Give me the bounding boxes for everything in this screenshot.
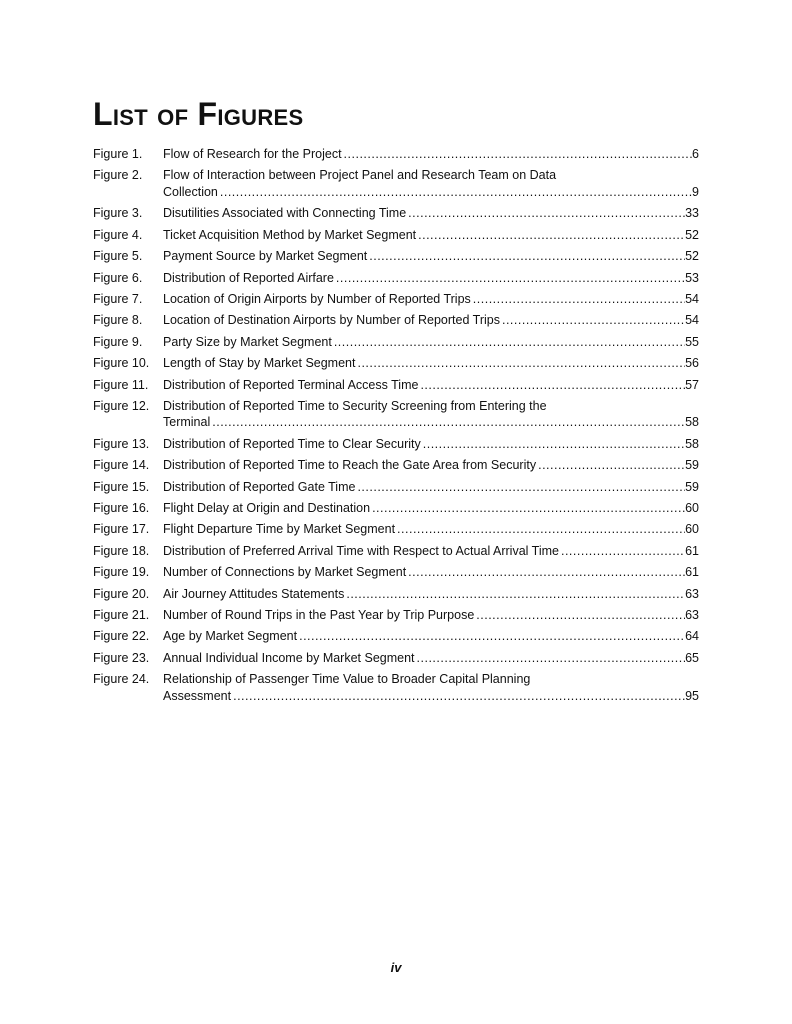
toc-entry[interactable] [93,650,699,667]
toc-entry[interactable] [93,270,699,287]
figure-page: 58 [685,415,699,430]
toc-entry[interactable] [93,334,699,351]
page-number: iv [390,960,402,975]
figure-page: 65 [685,650,699,665]
toc-entry[interactable] [93,436,699,453]
figure-label: Figure 7. [93,291,143,306]
toc-entry[interactable] [93,227,699,244]
dot-leader [415,650,686,667]
figure-label: Figure 6. [93,270,143,285]
figure-page: 59 [685,458,699,473]
figure-label: Figure 2. [93,168,143,183]
figure-label: Figure 21. [93,608,150,622]
figure-title: Distribution of Reported Terminal Access Time [163,377,419,392]
toc-entry-line [93,355,699,372]
figure-label: Figure 22. [93,629,150,644]
figure-page: 54 [685,313,699,328]
toc-entry-line [93,312,699,329]
figure-title: Number of Connections by Market Segment [163,565,407,580]
dot-leader [210,414,685,431]
figure-page: 61 [685,543,699,558]
figure-label: Figure 3. [93,206,143,221]
dot-leader [395,521,685,538]
figure-page: 6 [692,147,699,161]
figure-title: Distribution of Reported Time to Clear Security [163,436,421,451]
figure-page: 63 [685,586,699,601]
toc-entry-line [93,248,699,265]
figure-title: Ticket Acquisition Method by Market Segment [163,227,417,242]
dot-leader [367,248,685,265]
figure-label: Figure 24. [93,672,150,687]
figure-page: 54 [685,291,699,306]
figure-title: Payment Source by Market Segment [163,249,368,264]
figure-label: Figure 4. [93,227,143,242]
figure-page: 60 [685,501,699,516]
dot-leader [344,586,685,603]
figure-title: Air Journey Attitudes Statements [163,586,345,601]
figure-title: Flight Departure Time by Market Segment [163,522,396,537]
toc-entry-line [93,650,699,667]
figure-page: 60 [685,522,699,537]
toc-entry[interactable] [93,291,699,308]
toc-entry-line [93,377,699,394]
figure-label: Figure 18. [93,543,150,558]
figure-page: 57 [685,377,699,392]
figure-title: Age by Market Segment [163,629,298,644]
toc-entry[interactable] [93,671,699,704]
figure-title: Flow of Research for the Project [163,147,342,161]
figure-title: Disutilities Associated with Connecting Time [163,206,407,221]
list-of-figures [93,146,699,709]
figure-page: 9 [692,184,699,199]
toc-entry-line [93,521,699,538]
toc-entry-line [93,291,699,308]
toc-entry-first-line [93,167,699,184]
toc-entry-line [93,227,699,244]
figure-title: Relationship of Passenger Time Value to Broader Capital Planning [163,672,531,687]
figure-title: Location of Origin Airports by Number of Reported Trips [163,291,471,306]
figure-title: Distribution of Reported Airfare [163,270,334,285]
toc-entry[interactable] [93,564,699,581]
dot-leader [334,270,685,287]
figure-label: Figure 20. [93,586,150,601]
figure-title: Distribution of Reported Time to Reach the Gate Area from Security [163,458,537,473]
toc-entry[interactable] [93,521,699,538]
figure-page: 52 [685,249,699,264]
toc-entry-line [93,564,699,581]
dot-leader [297,628,685,645]
figure-title-continuation: Collection [163,184,218,199]
figure-label: Figure 1. [93,147,143,161]
dot-leader [536,457,685,474]
figure-page: 95 [685,688,699,703]
figure-label: Figure 17. [93,522,150,537]
figure-title: Flight Delay at Origin and Destination [163,501,371,516]
toc-entry-line [93,146,699,163]
toc-entry[interactable] [93,543,699,560]
figure-page: 52 [685,227,699,242]
dot-leader [231,688,685,705]
figure-title: Distribution of Preferred Arrival Time with Respect to Actual Arrival Time [163,543,559,558]
dot-leader [218,184,692,201]
dot-leader [355,479,685,496]
figure-page: 59 [685,479,699,494]
toc-entry-line [93,500,699,517]
dot-leader [406,205,685,222]
toc-entry[interactable] [93,146,699,163]
dot-leader [474,607,685,624]
figure-label: Figure 11. [93,377,149,392]
toc-entry-line [93,270,699,287]
dot-leader [500,312,685,329]
figure-page: 53 [685,270,699,285]
figure-label: Figure 16. [93,501,150,516]
toc-entry-first-line [93,671,699,688]
toc-entry-continuation [93,414,699,431]
figure-page: 64 [685,629,699,644]
toc-entry[interactable] [93,457,699,474]
toc-entry[interactable] [93,355,699,372]
dot-leader [406,564,685,581]
figure-label: Figure 12. [93,398,150,413]
toc-entry-continuation [93,184,699,201]
toc-entry-line [93,628,699,645]
dot-leader [342,146,693,163]
figure-label: Figure 8. [93,313,143,328]
toc-entry[interactable] [93,628,699,645]
figure-label: Figure 13. [93,436,150,451]
dot-leader [471,291,685,308]
toc-entry-line [93,334,699,351]
figure-title: Number of Round Trips in the Past Year by Trip Purpose [163,608,475,622]
figure-title-continuation: Terminal [163,415,211,430]
figure-label: Figure 14. [93,458,150,473]
figure-page: 33 [685,206,699,221]
dot-leader [559,543,685,560]
toc-entry-line [93,543,699,560]
figure-title: Flow of Interaction between Project Panel and Research Team on Data [163,168,557,183]
toc-entry[interactable] [93,500,699,517]
figure-page: 63 [685,608,699,622]
toc-entry[interactable] [93,205,699,222]
dot-leader [418,377,685,394]
toc-entry-line [93,436,699,453]
toc-entry-line [93,205,699,222]
figure-title: Location of Destination Airports by Number of Reported Trips [163,313,500,328]
toc-entry-line [93,586,699,603]
figure-label: Figure 15. [93,479,150,494]
figure-title: Annual Individual Income by Market Segment [163,650,415,665]
toc-entry-first-line [93,398,699,415]
figure-title-continuation: Assessment [163,688,232,703]
toc-entry[interactable] [93,167,699,200]
toc-entry[interactable] [93,377,699,394]
toc-entry-continuation [93,688,699,705]
figure-title: Distribution of Reported Gate Time [163,479,356,494]
toc-entry[interactable] [93,312,699,329]
toc-entry[interactable] [93,248,699,265]
page-title: List of Figures [93,96,304,132]
dot-leader [421,436,685,453]
figure-page: 58 [685,436,699,451]
toc-entry[interactable] [93,586,699,603]
figure-label: Figure 19. [93,565,150,580]
toc-entry[interactable] [93,479,699,496]
figure-label: Figure 10. [93,356,150,371]
figure-label: Figure 23. [93,650,150,665]
toc-entry-line [93,479,699,496]
figure-label: Figure 5. [93,249,143,264]
toc-entry-line [93,607,699,624]
dot-leader [355,355,685,372]
figure-title: Distribution of Reported Time to Security Screening from Entering the [163,398,547,413]
figure-label: Figure 9. [93,334,143,349]
dot-leader [416,227,685,244]
figure-page: 55 [685,334,699,349]
figure-page: 56 [685,356,699,371]
toc-entry[interactable] [93,607,699,624]
dot-leader [332,334,685,351]
toc-entry[interactable] [93,398,699,431]
dot-leader [370,500,685,517]
figure-page: 61 [685,565,699,580]
figure-title: Length of Stay by Market Segment [163,356,356,371]
toc-entry-line [93,457,699,474]
figure-title: Party Size by Market Segment [163,334,332,349]
